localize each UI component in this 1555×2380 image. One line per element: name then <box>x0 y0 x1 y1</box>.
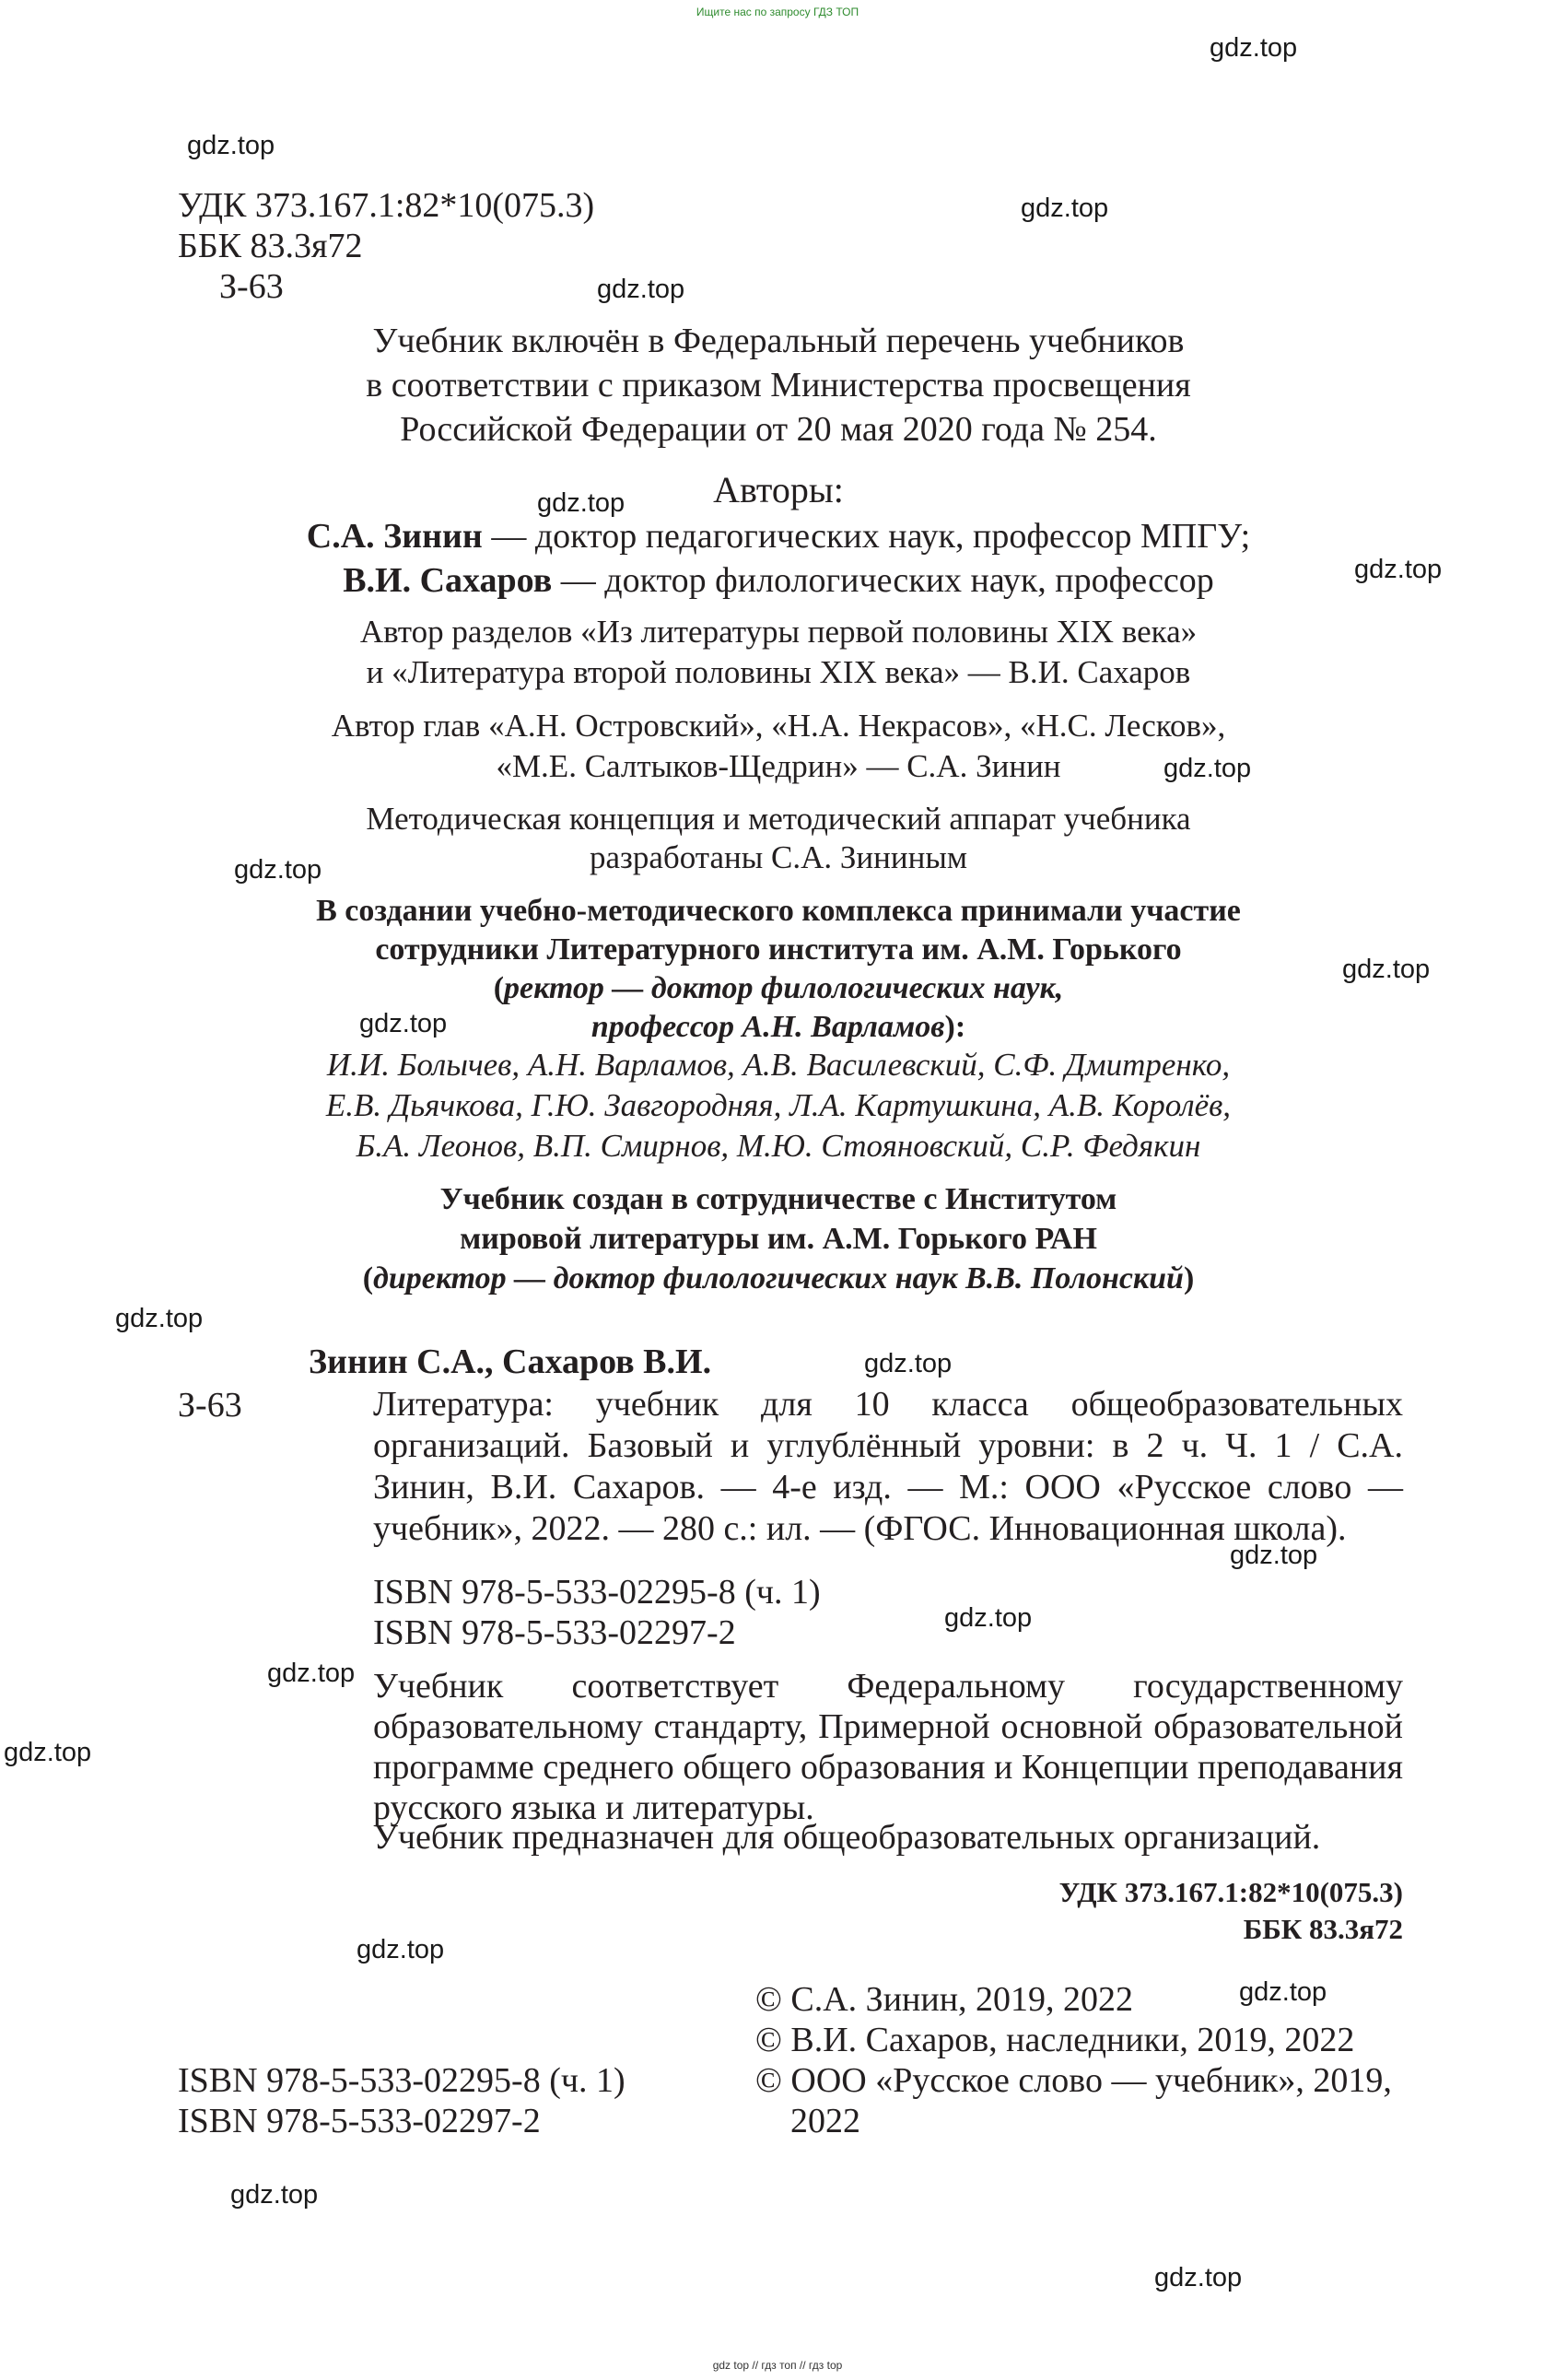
copyright-line: © В.И. Сахаров, наследники, 2019, 2022 <box>755 2021 1355 2059</box>
watermark: gdz.top <box>1342 955 1431 984</box>
author-desc: — доктор филологических наук, профессор <box>552 561 1214 600</box>
federal-line: Учебник включён в Федеральный перечень учебников <box>372 322 1185 360</box>
authors-list <box>161 514 1396 603</box>
copyright-continuation: 2022 <box>790 2102 860 2140</box>
watermark: gdz.top <box>864 1349 953 1378</box>
watermark: gdz.top <box>115 1304 204 1333</box>
institute-line: (директор — доктор филологических наук В.В. Полонский) <box>362 1261 1195 1296</box>
isbn-1: ISBN 978-5-533-02295-8 (ч. 1) <box>373 1573 821 1612</box>
book-code: З-63 <box>178 1386 242 1424</box>
participants-list <box>161 1045 1396 1167</box>
book-authors: Зинин С.А., Сахаров В.И. <box>309 1342 712 1381</box>
chapters-credit <box>161 706 1396 787</box>
watermark: gdz.top <box>1230 1541 1318 1570</box>
watermark: gdz.top <box>597 275 685 304</box>
institute-line: Учебник создан в сотрудничестве с Институтом <box>439 1182 1117 1216</box>
sections-credit <box>161 612 1396 693</box>
udk-bold: УДК 373.167.1:82*10(075.3) <box>1058 1876 1403 1908</box>
participation-line: В создании учебно-методического комплекса принимали участие <box>316 894 1241 928</box>
author-1 <box>161 514 1396 558</box>
purpose: Учебник предназначен для общеобразовательных организаций. <box>373 1818 1321 1857</box>
institute-block <box>161 1179 1396 1298</box>
watermark: gdz.top <box>357 1935 445 1964</box>
participants-line: Б.А. Леонов, В.П. Смирнов, М.Ю. Стояновский, С.Р. Федякин <box>356 1128 1201 1164</box>
rector-name: профессор А.Н. Варламов <box>590 1010 945 1044</box>
watermark: gdz.top <box>267 1659 356 1688</box>
institute-line: мировой литературы им. А.М. Горького РАН <box>460 1222 1097 1256</box>
bbk-code: ББК 83.3я72 <box>178 227 363 265</box>
book-description: Литература: учебник для 10 класса общеобразовательных организаций. Базовый и углублённый уровни: в 2 ч. Ч. 1 / С.А. Зинин, В.И. Сахаров. — 4-е изд. — М.: ООО «Русское слово — учебник», 2022. — 280 с.: ил. — (ФГОС. Инновационная школа). <box>373 1385 1403 1548</box>
participation-line: профессор А.Н. Варламов): <box>590 1010 966 1044</box>
watermark: gdz.top <box>1154 2263 1243 2292</box>
participants-line: Е.В. Дьячкова, Г.Ю. Завгородняя, Л.А. Картушкина, А.В. Королёв, <box>325 1087 1232 1123</box>
udk-code: УДК 373.167.1:82*10(075.3) <box>178 186 595 225</box>
federal-line: в соответствии с приказом Министерства просвещения <box>366 366 1191 404</box>
authors-title: Авторы: <box>713 469 844 510</box>
participation-line: (ректор — доктор филологических наук, <box>493 971 1064 1005</box>
standard-compliance: Учебник соответствует Федеральному государственному образовательному стандарту, Примерной основной образовательной программе среднего общего образования и Концепции преподавания русского языка и литературы. <box>373 1667 1403 1827</box>
copyright-line: © ООО «Русское слово — учебник», 2019, <box>755 2061 1392 2100</box>
watermark: gdz.top <box>1163 754 1252 783</box>
credit-line: «М.Е. Салтыков-Щедрин» — С.А. Зинин <box>496 748 1061 784</box>
credit-line: Автор глав «А.Н. Островский», «Н.А. Некрасов», «Н.С. Лесков», <box>331 708 1226 744</box>
watermark: gdz.top <box>1021 193 1109 223</box>
watermark: gdz.top <box>4 1738 92 1767</box>
watermark: gdz.top <box>1354 555 1443 584</box>
participants-line: И.И. Болычев, А.Н. Варламов, А.В. Василевский, С.Ф. Дмитренко, <box>326 1047 1231 1083</box>
federal-list-notice <box>161 319 1396 451</box>
watermark: gdz.top <box>944 1603 1033 1633</box>
credit-line: Методическая концепция и методический аппарат учебника <box>366 801 1191 837</box>
watermark: gdz.top <box>230 2180 319 2210</box>
federal-line: Российской Федерации от 20 мая 2020 года № 254. <box>400 410 1157 449</box>
author-name: В.И. Сахаров <box>343 561 553 600</box>
credit-line: Автор разделов «Из литературы первой половины XIX века» <box>359 614 1198 650</box>
author-desc: — доктор педагогических наук, профессор МПГУ; <box>482 517 1251 556</box>
watermark: gdz.top <box>359 1009 448 1038</box>
author-name: С.А. Зинин <box>306 517 483 556</box>
watermark: gdz.top <box>1239 1977 1327 2007</box>
copyright-line: © С.А. Зинин, 2019, 2022 <box>755 1980 1134 2019</box>
credit-line: и «Литература второй половины XIX века» — В.И. Сахаров <box>366 654 1191 690</box>
watermark: gdz.top <box>1210 33 1298 63</box>
rector-note: ректор — доктор филологических наук, <box>504 971 1064 1005</box>
watermark: gdz.top <box>537 488 626 518</box>
participation-line: сотрудники Литературного института им. А.М. Горького <box>375 932 1182 967</box>
bottom-isbn-2: ISBN 978-5-533-02297-2 <box>178 2102 541 2140</box>
header-link[interactable]: Ищите нас по запросу ГДЗ ТОП <box>696 6 859 18</box>
isbn-2: ISBN 978-5-533-02297-2 <box>373 1613 736 1652</box>
participation-block <box>161 892 1396 1047</box>
footer-link[interactable]: gdz top // гдз топ // гдз top <box>712 2359 843 2372</box>
author-2 <box>161 558 1396 603</box>
director-note: директор — доктор филологических наук В.В. Полонский <box>373 1261 1184 1296</box>
credit-line: разработаны С.А. Зининым <box>590 839 967 875</box>
method-credit <box>161 800 1396 877</box>
watermark: gdz.top <box>187 131 275 160</box>
bottom-isbn-1: ISBN 978-5-533-02295-8 (ч. 1) <box>178 2061 626 2100</box>
author-code: З-63 <box>219 267 284 306</box>
bbk-bold: ББК 83.3я72 <box>1243 1913 1403 1945</box>
watermark: gdz.top <box>234 855 322 885</box>
